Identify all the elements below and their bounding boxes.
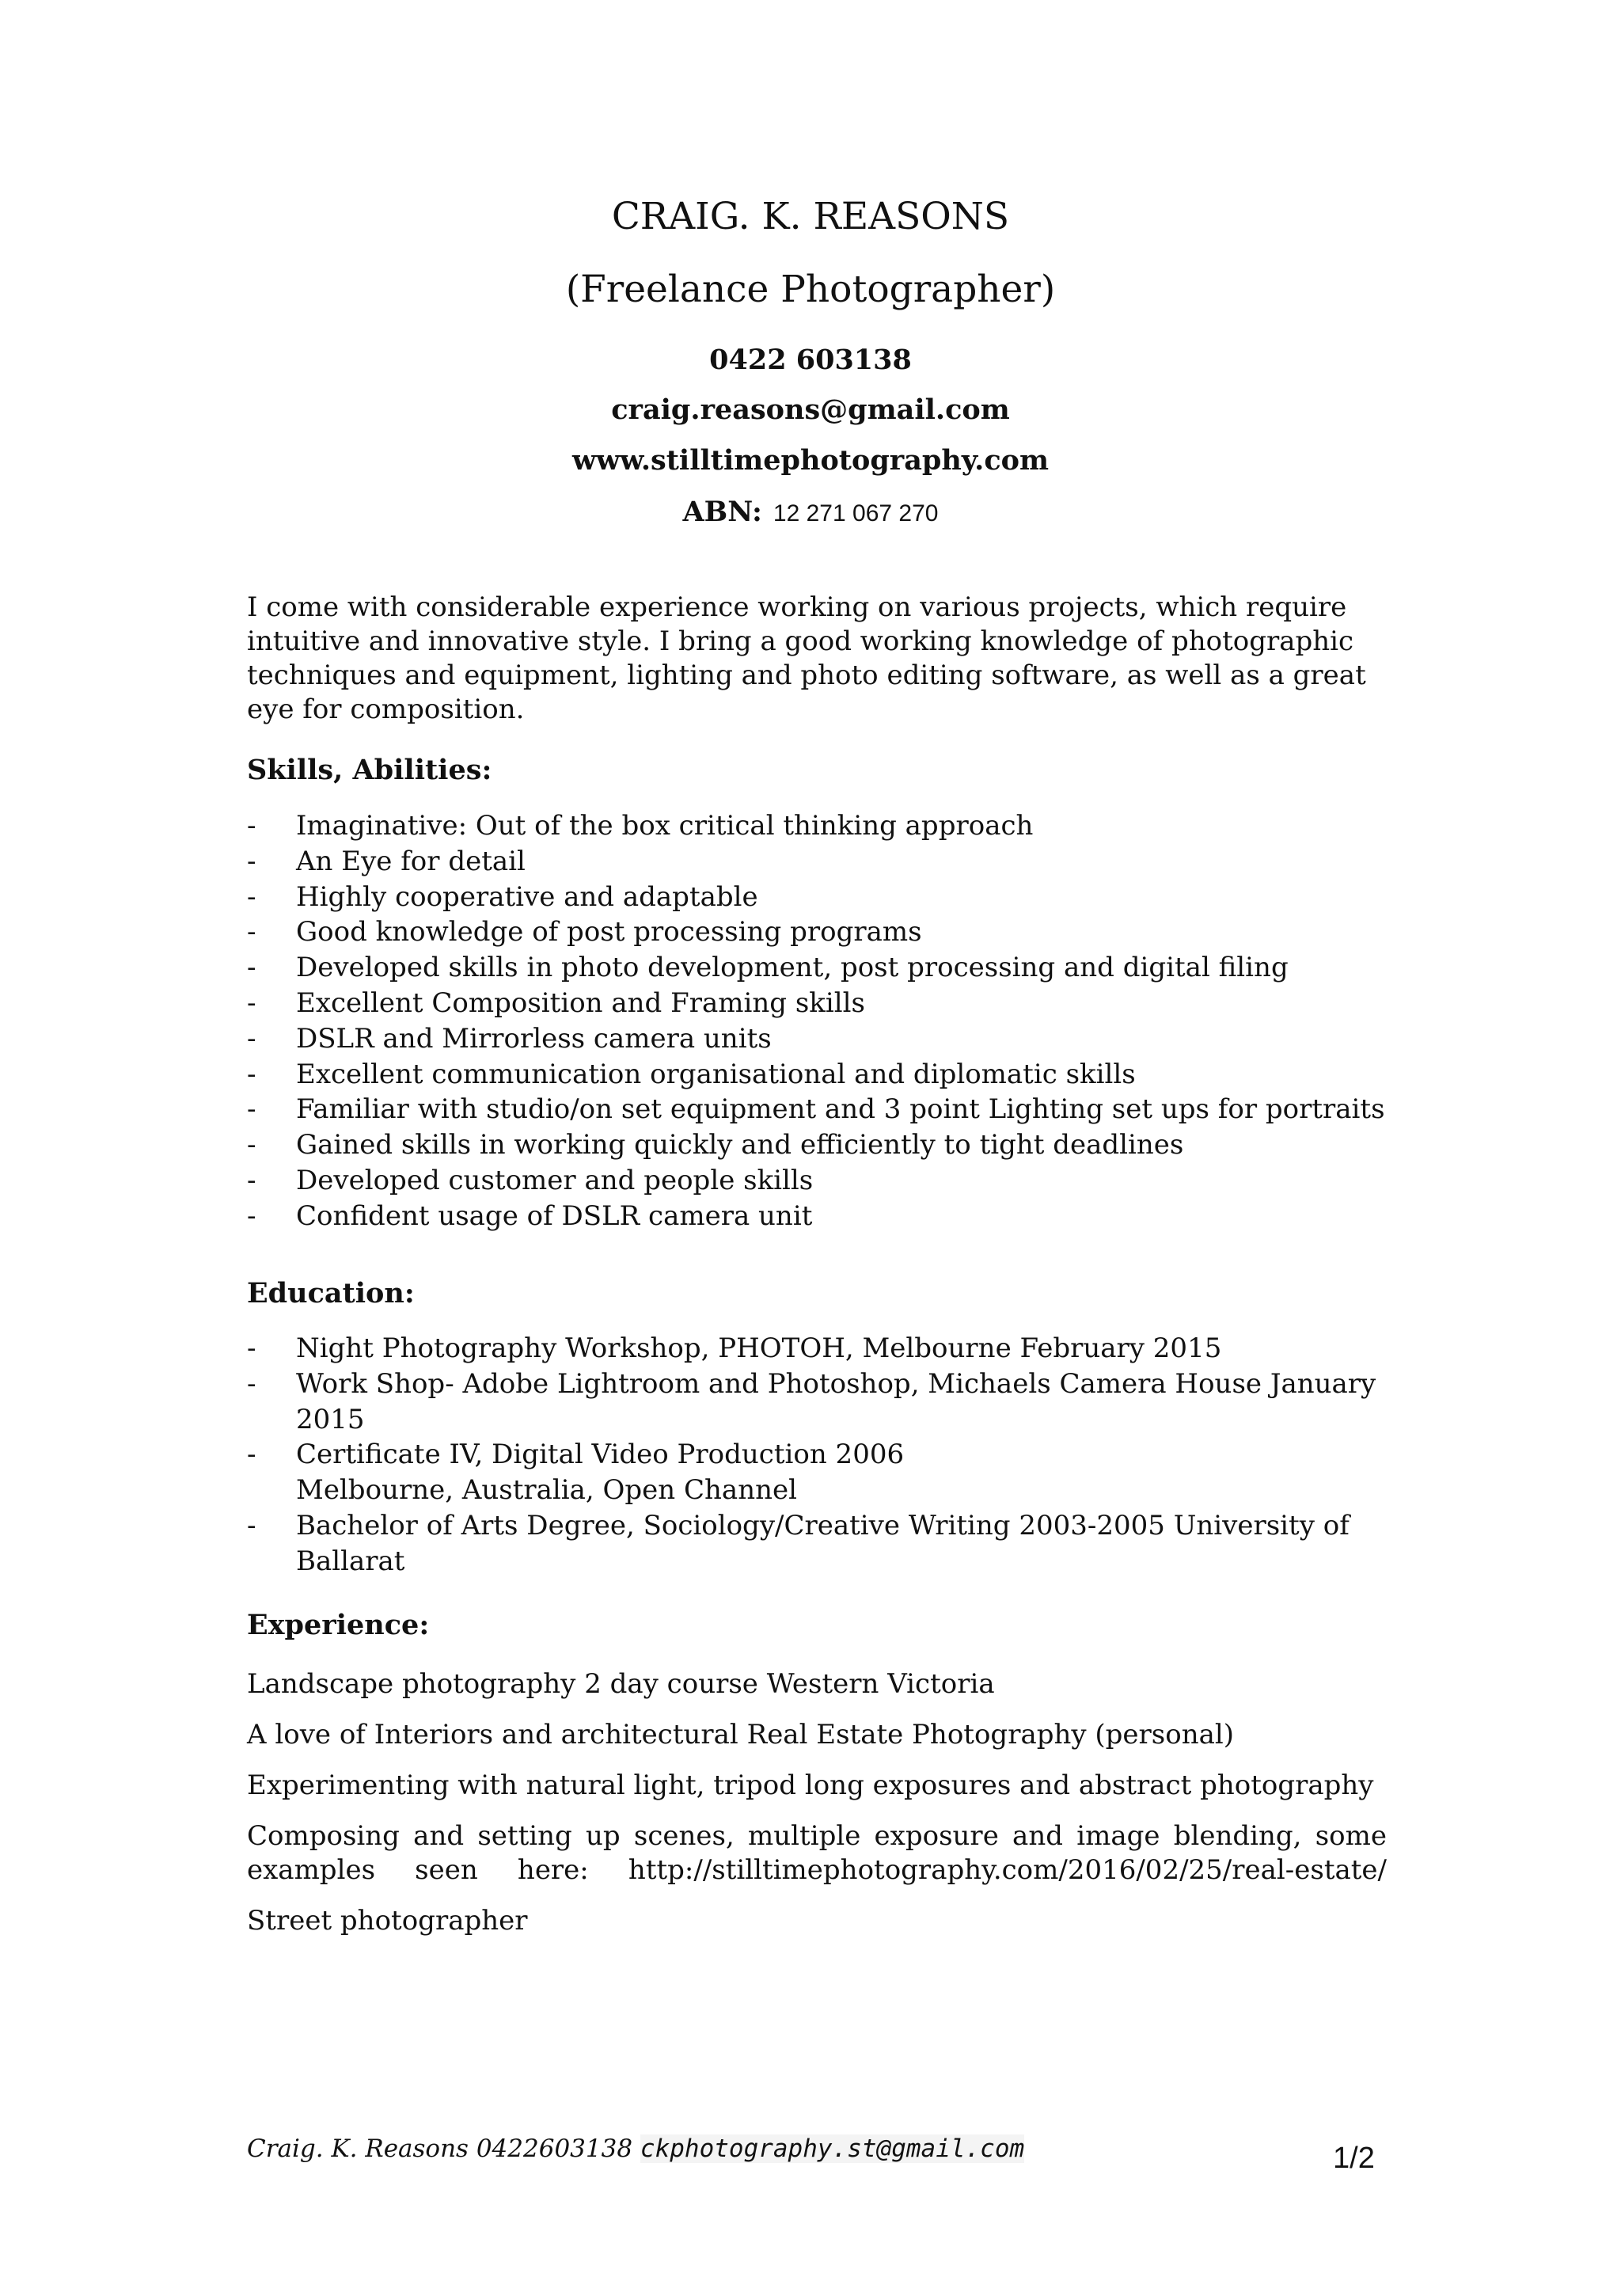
skill-text: Excellent Composition and Framing skills [296,986,865,1019]
experience-link-line: examples seen here: http://stilltimephotography.com/2016/02/25/real-estate/ [247,1854,1387,1886]
dash-bullet: - [247,1022,256,1055]
candidate-name: CRAIG. K. REASONS [611,195,1010,238]
skill-text: Good knowledge of post processing programs [296,916,922,948]
footer-email: ckphotography.st@gmail.com [640,2134,1025,2163]
dash-bullet: - [247,1129,256,1161]
abn-value: 12 271 067 270 [773,500,939,526]
footer-contact [247,2133,1024,2165]
experience-item [247,1819,1387,1887]
skill-text: Familiar with studio/on set equipment and 3 point Lighting set ups for portraits [296,1093,1385,1126]
list-item [247,844,1387,880]
experience-item: Experimenting with natural light, tripod long exposures and abstract photography [247,1770,1374,1801]
dash-bullet: - [247,1367,256,1400]
dash-bullet: - [247,1439,256,1471]
dash-bullet: - [247,986,256,1019]
experience-item: Landscape photography 2 day course Western Victoria [247,1668,995,1700]
experience-text: Composing and setting up scenes, multiple exposure and image blending, some [247,1820,1387,1852]
education-text-line2: Melbourne, Australia, Open Channel [296,1474,797,1507]
list-item [247,1021,1387,1057]
dash-bullet: - [247,1058,256,1090]
education-text: Work Shop- Adobe Lightroom and Photoshop, Michaels Camera House January 2015 [296,1367,1376,1435]
intro-text: I come with considerable experience working on various projects, which require intuitive and innovative style. I bring a good working knowledge of photographic techniques and equipment, lighting and photo editing software, as well as a great eye for composition. [247,591,1366,725]
list-item [247,914,1387,950]
skill-text: Highly cooperative and adaptable [296,880,758,913]
list-item [247,1437,1387,1508]
skill-text: Developed customer and people skills [296,1164,814,1196]
experience-item: Street photographer [247,1905,528,1937]
experience-item: A love of Interiors and architectural Real Estate Photography (personal) [247,1719,1235,1751]
footer-name-phone: Craig. K. Reasons 0422603138 [247,2134,633,2163]
dash-bullet: - [247,916,256,948]
education-text: Bachelor of Arts Degree, Sociology/Creative Writing 2003-2005 University of Ballarat [296,1509,1350,1577]
abn-line [0,494,1621,532]
skill-text: Imaginative: Out of the box critical thinking approach [296,810,1034,842]
education-heading: Education: [247,1277,415,1310]
skill-text: Developed skills in photo development, post processing and digital filing [296,952,1289,984]
skills-heading: Skills, Abilities: [247,754,492,786]
list-item [247,1199,1387,1234]
intro-paragraph [247,591,1387,727]
page-number: 1/2 [1333,2142,1375,2175]
dash-bullet: - [247,1164,256,1196]
dash-bullet: - [247,1199,256,1232]
email-address: craig.reasons@gmail.com [611,393,1010,426]
list-item [247,1508,1387,1579]
education-text: Night Photography Workshop, PHOTOH, Melbourne February 2015 [296,1332,1222,1364]
education-list [247,1331,1387,1579]
candidate-role: (Freelance Photographer) [565,268,1056,311]
list-item [247,880,1387,915]
dash-bullet: - [247,880,256,913]
skills-list [247,808,1387,1234]
phone-number: 0422 603138 [709,344,912,376]
education-text: Certificate IV, Digital Video Production 2006 [296,1439,905,1471]
list-item [247,1163,1387,1199]
skill-text: Excellent communication organisational and diplomatic skills [296,1058,1136,1090]
list-item [247,808,1387,844]
skill-text: Gained skills in working quickly and efficiently to tight deadlines [296,1129,1184,1161]
list-item [247,1127,1387,1163]
list-item [247,1367,1387,1438]
list-item [247,1092,1387,1127]
website-url: www.stilltimephotography.com [571,444,1050,477]
dash-bullet: - [247,1509,256,1541]
skill-text: Confident usage of DSLR camera unit [296,1199,813,1232]
list-item [247,950,1387,986]
dash-bullet: - [247,952,256,984]
experience-heading: Experience: [247,1609,430,1641]
skill-text: An Eye for detail [296,845,526,877]
dash-bullet: - [247,1093,256,1126]
list-item [247,1331,1387,1367]
dash-bullet: - [247,1332,256,1364]
abn-label: ABN: [682,496,762,528]
list-item [247,986,1387,1021]
list-item [247,1057,1387,1093]
dash-bullet: - [247,845,256,877]
skill-text: DSLR and Mirrorless camera units [296,1022,772,1055]
dash-bullet: - [247,810,256,842]
